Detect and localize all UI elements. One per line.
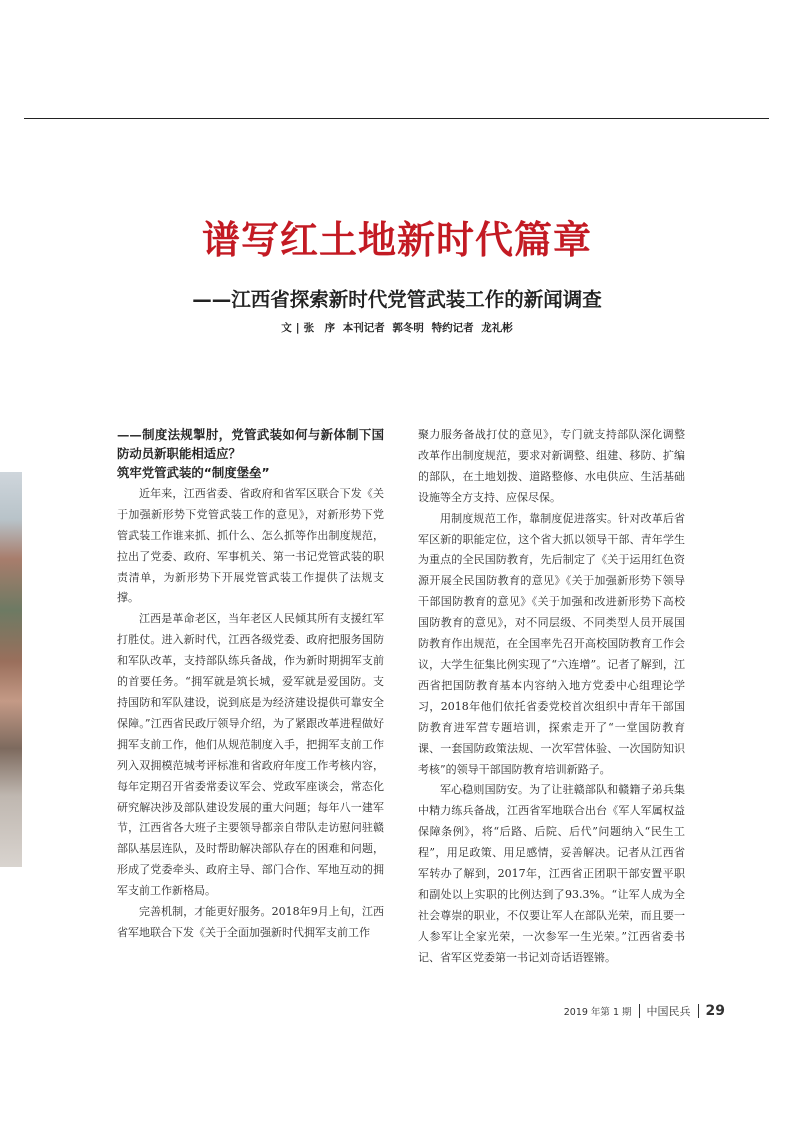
magazine-name: 中国民兵 [646, 1005, 691, 1018]
left-column [117, 425, 384, 944]
paragraph: 聚力服务备战打仗的意见》，专门就支持部队深化调整改革作出制度规范，要求对新调整、组建、移防、扩编的部队，在土地划拨、道路整修、水电供应、生活基础设施等全方支持、应保尽保。 [418, 428, 685, 504]
byline-author: 龙礼彬 [481, 322, 513, 334]
footer-divider [698, 1004, 699, 1018]
photo-edge [0, 472, 22, 867]
byline-role: 本刊记者 [342, 322, 385, 334]
article-subtitle: ——江西省探索新时代党管武装工作的新闻调查 [192, 288, 602, 311]
header-rule [24, 118, 769, 119]
page-footer [564, 1003, 725, 1019]
footer-divider [639, 1004, 640, 1018]
article-title: 谱写红土地新时代篇章 [201, 217, 592, 262]
section-heading: 筑牢党管武装的“制度堡垒” [117, 465, 270, 480]
right-column [418, 425, 685, 969]
paragraph: 军心稳则国防安。为了让驻赣部队和赣籍子弟兵集中精力练兵备战，江西省军地联合出台《军人军属权益保障条例》，将“后路、后院、后代”问题纳入“民生工程”，用足政策、用足感情，妥善解决。记者从江西省军转办了解到，2017年，江西省正团职干部安置平职和副处以上实职的比例达到了93.3%。“让军人成为全社会尊崇的职业，不仅要让军人在部队光荣，而且要一人参军让全家光荣，一次参军一生光荣。”江西省委书记、省军区党委第一书记刘奇话语铿锵。 [418, 783, 685, 964]
issue-label: 2019 年第 1 期 [563, 1007, 632, 1018]
byline-role: 特约记者 [431, 322, 474, 334]
byline-prefix: 文 [281, 322, 292, 334]
byline-author: 郭冬明 [392, 322, 424, 334]
paragraph: 完善机制，才能更好服务。2018年9月上旬，江西省军地联合下发《关于全面加强新时代拥军支前工作 [117, 905, 384, 939]
page-number: 29 [705, 1003, 725, 1019]
paragraph: 江西是革命老区，当年老区人民倾其所有支援红军打胜仗。进入新时代，江西各级党委、政府把服务国防和军队改革，支持部队练兵备战，作为新时期拥军支前的首要任务。“拥军就是筑长城，爱军就是爱国防。支持国防和军队建设，说到底是为经济建设提供可靠安全保障。”江西省民政厅领导介绍，为了紧跟改革进程做好拥军支前工作，他们从规范制度入手，把拥军支前工作列入双拥模范城考评标准和省政府年度工作考核内容，每年定期召开省委常委议军会、党政军座谈会，常态化研究解决涉及部队建设发展的重大问题；每年八一建军节，江西省各大班子主要领导都亲自带队走访慰问驻赣部队基层连队，及时帮助解决部队存在的困难和问题，形成了党委牵头、政府主导、部门合作、军地互动的拥军支前工作新格局。 [117, 612, 384, 898]
paragraph: 用制度规范工作，靠制度促进落实。针对改革后省军区新的职能定位，这个省大抓以领导干部、青年学生为重点的全民国防教育，先后制定了《关于运用红色资源开展全民国防教育的意见》《关于加强新形势下领导干部国防教育的意见》《关于加强和改进新形势下高校国防教育的意见》，对不同层级、不同类型人员开展国防教育作出规范，在全国率先召开高校国防教育工作会议，大学生征集比例实现了“六连增”。记者了解到，江西省把国防教育基本内容纳入地方党委中心组理论学习，2018年他们依托省委党校首次组织中青年干部国防教育进军营专题培训，探索走开了“一堂国防教育课、一套国防政策法规、一次军营体验、一次国防知识考核”的领导干部国防教育培训新路子。 [418, 511, 685, 776]
byline-divider: | [295, 322, 300, 334]
byline [0, 320, 794, 335]
section-lead: ——制度法规掣肘，党管武装如何与新体制下国防动员新职能相适应？ [117, 427, 384, 461]
byline-author: 张 序 [303, 322, 336, 334]
paragraph: 近年来，江西省委、省政府和省军区联合下发《关于加强新形势下党管武装工作的意见》，对新形势下党管武装工作谁来抓、抓什么、怎么抓等作出制度规范，拉出了党委、政府、军事机关、第一书记党管武装的职责清单，为新形势下开展党管武装工作提供了法规支撑。 [117, 486, 384, 605]
